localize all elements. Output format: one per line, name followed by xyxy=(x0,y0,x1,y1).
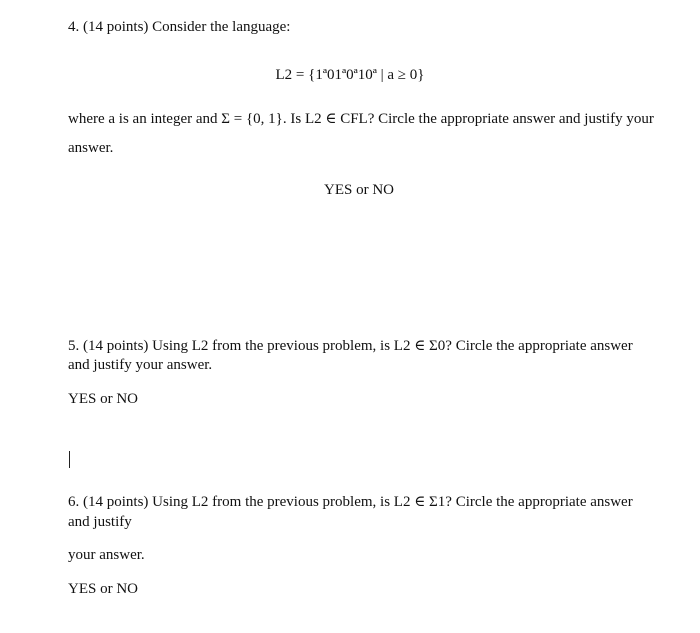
text-cursor[interactable] xyxy=(69,451,70,468)
question-5-text-line-2: and justify your answer. xyxy=(68,357,213,373)
question-6-text-line-3: your answer. xyxy=(68,547,145,563)
question-6-text-line-1: 6. (14 points) Using L2 from the previous problem, is L2 ∈ Σ1? Circle the appropriate answer xyxy=(68,494,633,510)
question-5-answer-options: YES or NO xyxy=(68,391,138,407)
question-4-heading: 4. (14 points) Consider the language: xyxy=(68,19,291,35)
question-4-language-formula: L2 = {1ª01ª0ª10ª | a ≥ 0} xyxy=(275,67,425,83)
question-6-text-line-2: and justify xyxy=(68,514,132,530)
question-4-text-line-2: answer. xyxy=(68,140,114,156)
question-5-text-line-1: 5. (14 points) Using L2 from the previous problem, is L2 ∈ Σ0? Circle the appropriate answer xyxy=(68,338,633,354)
question-6-answer-options: YES or NO xyxy=(68,581,138,597)
question-4-text-line-1: where a is an integer and Σ = {0, 1}. Is L2 ∈ CFL? Circle the appropriate answer and justify your xyxy=(68,111,654,127)
question-4-answer-options: YES or NO xyxy=(324,182,394,198)
